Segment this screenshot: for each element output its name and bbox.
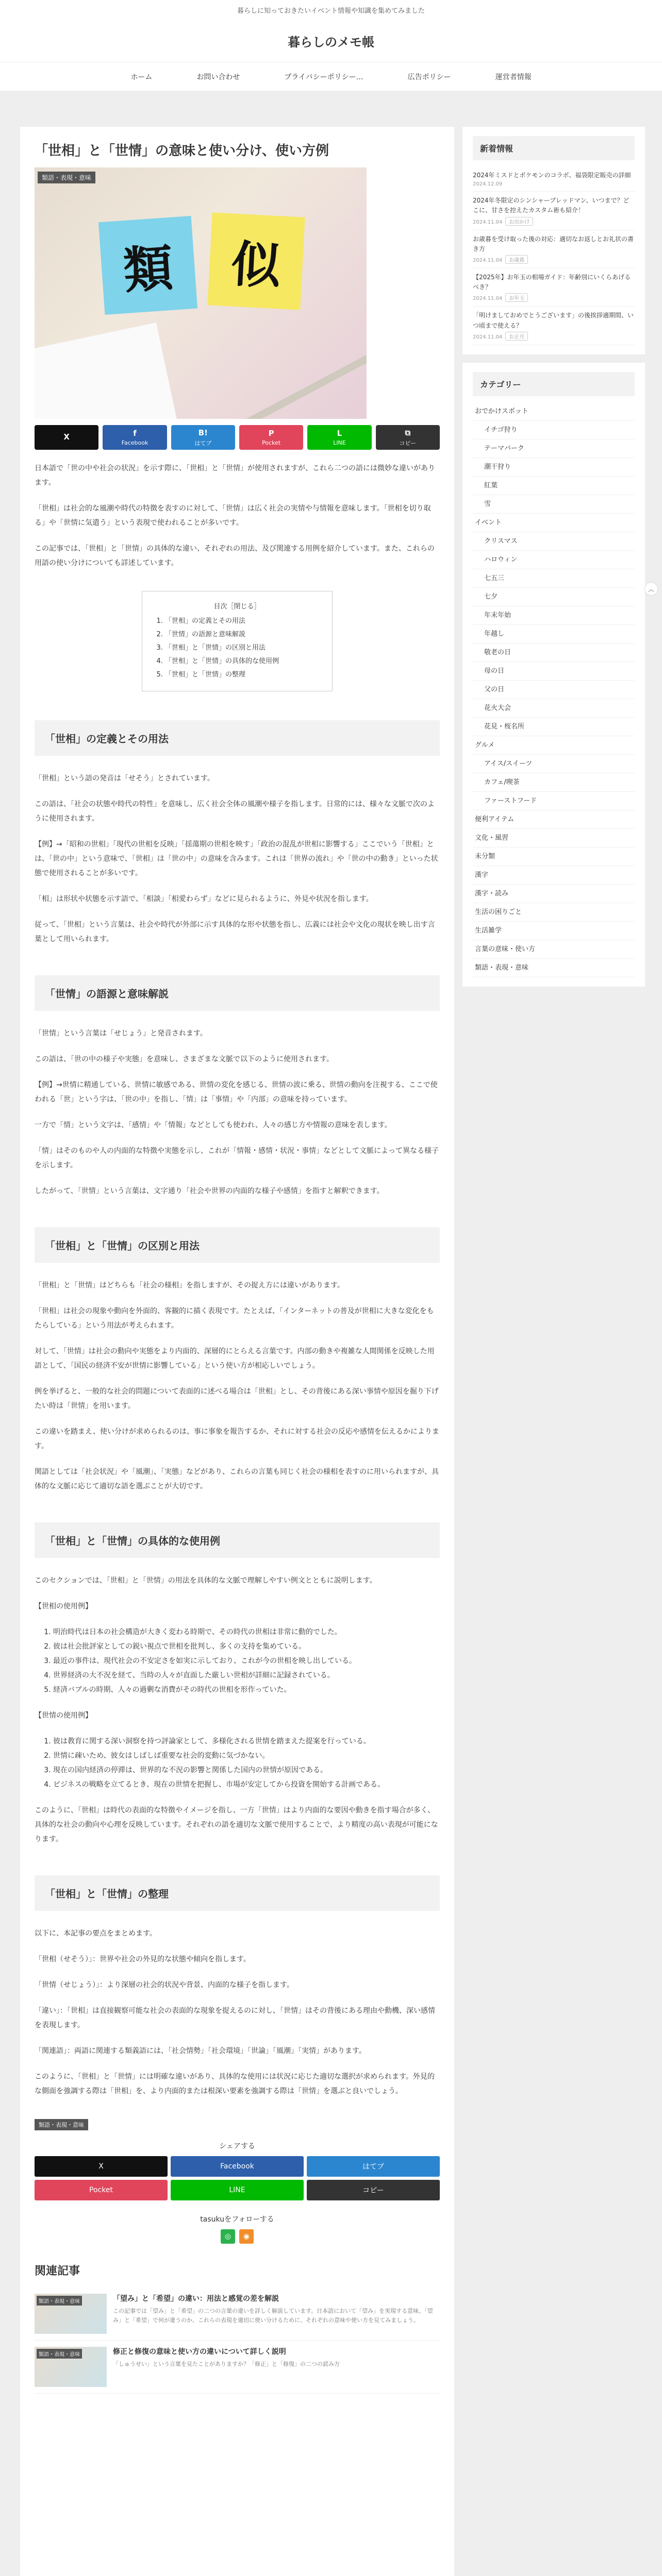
pen-graphic <box>238 346 367 419</box>
new-post-item[interactable] <box>473 307 635 345</box>
category-item[interactable]: 便利アイテム <box>473 810 635 829</box>
usage-list <box>35 1625 440 1697</box>
eyecatch-image <box>35 167 367 419</box>
section-paragraph: 【例】→「昭和の世相」「現代の世相を反映」「揺蕩期の世相を映す」「政治の混乱が世相に影響する」ここでいう「世相」とは、「世の中」という意味で、「世相」は「世の中」の意味を含みます。これは「世界の流れ」や「世の中の動き」といった状態で使用されることが多いです。 <box>35 840 438 877</box>
list-item: 1. 明治時代は日本の社会構造が大きく変わる時期で、その時代の世相は非常に動的でした。 <box>53 1625 440 1639</box>
share-label: LINE <box>333 439 346 446</box>
section-paragraph: 例を挙げると、一般的な社会的問題について表面的に述べる場合は「世相」とし、その背後にある深い事情や原因を掘り下げたい時は「世情」を用います。 <box>35 1387 439 1410</box>
section-paragraph: 「相」は形状や状態を示す語で、「相談」「相愛わらず」などに見られるように、外見や状況を指します。 <box>35 895 373 903</box>
section-paragraph: 「関連語」：両語に関連する類義語には、「社会情勢」「社会環境」「世論」「風潮」「実情」があります。 <box>35 2047 366 2055</box>
new-post-item[interactable] <box>473 166 635 192</box>
share-label: Facebook <box>121 439 148 446</box>
nav-privacy[interactable]: プライバシーポリシー… <box>284 73 363 81</box>
share-facebook-button[interactable]: Facebook <box>171 2156 304 2177</box>
share-pocket-button[interactable]: Pocket <box>35 2180 168 2200</box>
category-item[interactable]: アイス/スイーツ <box>473 755 635 773</box>
category-item[interactable]: 漢字 <box>473 866 635 885</box>
list-item: 2. 彼は社会批評家としての鋭い視点で世相を批判し、多くの支持を集めている。 <box>53 1639 440 1654</box>
date-text: 2024.11.04 <box>473 257 503 263</box>
related-item[interactable] <box>35 2341 440 2394</box>
x-icon: X <box>63 432 70 442</box>
share-copy-button[interactable]: コピー <box>307 2180 440 2200</box>
toc-item[interactable]: 2. 「世情」の語源と意味解説 <box>165 628 321 641</box>
category-item[interactable]: 年末年始 <box>473 606 635 625</box>
list-label: 【世相の使用例】 <box>35 1602 92 1611</box>
list-label: 【世情の使用例】 <box>35 1711 92 1720</box>
category-label[interactable]: 類語・表現・意味 <box>38 172 95 183</box>
date-text: 2024.11.04 <box>473 334 503 340</box>
section-heading: 「世相」と「世情」の具体的な使用例 <box>35 1522 440 1558</box>
section-paragraph: 「世情（せじょう）」：より深層の社会的状況や背景、内面的な様子を指します。 <box>35 1981 294 1989</box>
widget-heading: 新着情報 <box>473 136 635 160</box>
table-of-contents <box>142 591 333 691</box>
section-paragraph: 「世情」という言葉は「せじょう」と発音されます。 <box>35 1029 207 1038</box>
date-text: 2024.11.04 <box>473 296 503 302</box>
sticky-note-yellow: 似 <box>207 212 305 310</box>
post-tag: お正月 <box>505 332 528 341</box>
new-post-title: お歳暮を受け取った後の対応：適切なお返しとお礼状の書き方 <box>473 235 634 252</box>
date-text: 2024.11.04 <box>473 219 503 225</box>
toc-item[interactable]: 3. 「世相」と「世情」の区別と用法 <box>165 641 321 655</box>
related-thumbnail <box>35 2294 107 2334</box>
category-item[interactable]: ハロウィン <box>473 551 635 569</box>
section-paragraph: この語は、「世の中の様子や実態」を意味し、さまざまな文脈で以下のように使用されます。 <box>35 1055 334 1063</box>
section-paragraph: 【例】→世情に精通している、世情に敏感である、世情の変化を感じる、世情の波に乗る、世情の動向を注視する、ここで使われる「世」という字は、「世の中」を指し、「情」は「事情」や「内部」の意味を持っています。 <box>35 1081 438 1104</box>
related-thumbnail <box>35 2347 107 2387</box>
section-paragraph: 「違い」：「世相」は直接観察可能な社会の表面的な現象を捉えるのに対し、「世情」はその背後にある理由や動機、深い感情を表現します。 <box>35 2007 435 2029</box>
category-item[interactable]: 七五三 <box>473 569 635 588</box>
share-label: コピー <box>399 439 417 447</box>
new-post-date <box>473 181 631 187</box>
intro-paragraph: 日本語で「世の中や社会の状況」を示す際に、「世相」と「世情」が使用されますが、これら二つの語には微妙な違いがあります。 <box>35 464 435 487</box>
article-main <box>20 127 454 2576</box>
share-copy-button[interactable] <box>376 425 440 450</box>
hatena-icon: B! <box>198 428 208 437</box>
header-tagline: 暮らしに知っておきたいイベント情報や知識を集めてみました <box>0 0 662 21</box>
category-item[interactable]: カフェ/喫茶 <box>473 773 635 792</box>
toc-item[interactable]: 5. 「世相」と「世情」の整理 <box>165 668 321 682</box>
related-description: 「しゅうせい」という言葉を見たことがありますか？「修正」と「修復」の二つの読み方 <box>113 2361 340 2367</box>
section-paragraph: このセクションでは、「世相」と「世情」の用法を具体的な文脈で理解しやすい例文とともに説明します。 <box>35 1577 377 1585</box>
toc-title[interactable]: 目次［閉じる］ <box>213 603 261 611</box>
list-item: 1. 彼は教育に関する深い洞察を持つ評論家として、多様化される世情を踏まえた提案を行っている。 <box>53 1734 440 1749</box>
share-buttons-bottom <box>35 2156 440 2200</box>
new-post-title: 【2025年】お年玉の相場ガイド：年齢別にいくらあげるべき？ <box>473 273 631 291</box>
category-item[interactable]: 類語・表現・意味 <box>473 959 635 977</box>
section-paragraph: 以下に、本記事の要点をまとめます。 <box>35 1929 157 1938</box>
section-paragraph: このように、「世相」は時代の表面的な特徴やイメージを指し、一方「世情」はより内面的な要因や動きを指す場合が多く、具体的な社会の動向や心理を反映しています。それぞれの語を適切な文脈で使用することで、より精度の高い表現が可能になります。 <box>35 1806 438 1843</box>
section-heading: 「世相」の定義とその用法 <box>35 720 440 756</box>
section-paragraph: 「情」はそのものや人の内面的な特徴や実態を示し、これが「情報・感情・状況・事情」などとして文脈によって異なる様子を示します。 <box>35 1147 439 1170</box>
site-header <box>0 21 662 62</box>
list-item: 4. 世界経済の大不況を経て、当時の人々が直面した厳しい世相が詳細に記録されている。 <box>53 1668 440 1683</box>
section-heading: 「世相」と「世情」の区別と用法 <box>35 1227 440 1263</box>
section-paragraph: このように、「世相」と「世情」には明確な違いがあり、具体的な使用には状況に応じた適切な選択が求められます。外見的な側面を強調する際は「世相」を、より内面的または根深い要素を強調する際は「世情」を選ぶと良いでしょう。 <box>35 2073 435 2095</box>
nav-contact[interactable]: お問い合わせ <box>196 73 240 81</box>
share-label: はてブ <box>194 439 212 447</box>
section-paragraph: 「世相（せそう）」：世界や社会の外見的な状態や傾向を指します。 <box>35 1955 251 1963</box>
follow-icons <box>35 2229 440 2244</box>
list-item: 3. 最近の事件は、現代社会の不安定さを如実に示しており、これが今の世相を映し出している。 <box>53 1654 440 1668</box>
section-paragraph: 「世相」と「世情」はどちらも「社会の様相」を指しますが、その捉え方には違いがあります。 <box>35 1281 344 1290</box>
notebook-graphic <box>35 323 178 419</box>
related-category: 類語・表現・意味 <box>37 2296 82 2306</box>
new-post-date <box>473 293 635 302</box>
share-hatena-button[interactable] <box>171 425 235 450</box>
share-x-button[interactable] <box>35 425 98 450</box>
category-item[interactable]: グルメ <box>473 736 635 755</box>
tag-row <box>35 2119 440 2130</box>
date-text: 2024.12.09 <box>473 181 503 188</box>
new-post-item[interactable] <box>473 230 635 268</box>
list-item: 5. 経済バブルの時期、人々の過剰な消費がその時代の世相を形作っていた。 <box>53 1683 440 1697</box>
facebook-icon: f <box>133 429 137 438</box>
widget-heading: カテゴリー <box>473 372 635 396</box>
related-item[interactable] <box>35 2287 440 2341</box>
section-paragraph: 「世相」という語の発音は「せそう」とされています。 <box>35 774 214 783</box>
category-item[interactable]: 未分類 <box>473 848 635 866</box>
category-item[interactable]: 潮干狩り <box>473 458 635 477</box>
new-post-item[interactable] <box>473 192 635 230</box>
intro-paragraph: この記事では、「世相」と「世情」の具体的な違い、それぞれの用法、及び関連する用例を紹介しています。また、これらの用語の使い分けについても詳述しています。 <box>35 545 435 567</box>
related-title: 修正と修復の意味と使い方の違いについて詳しく説明 <box>113 2348 286 2356</box>
list-item: 2. 世情に疎いため、彼女はしばしば重要な社会的変動に気づかない。 <box>53 1749 440 1763</box>
list-item: 4. ビジネスの戦略を立てるとき、現在の世情を把握し、市場が安定してから投資を開始する計画である。 <box>53 1777 440 1792</box>
share-facebook-button[interactable] <box>103 425 167 450</box>
new-post-title: 2024年冬限定のシンシャーブレッドマン、いつまで？どこに、甘さを控えたカスタム術も紹介！ <box>473 197 630 214</box>
section-paragraph: 「世相」は社会の現象や動向を外面的、客観的に描く表現です。たとえば、「インターネットの普及が世相に大きな変化をもたらしている」という用法が考えられます。 <box>35 1307 434 1330</box>
post-tag: お年玉 <box>505 293 528 302</box>
sidebar <box>462 127 645 995</box>
new-post-date <box>473 332 635 341</box>
section-paragraph: この語は、「社会の状態や時代の特性」を意味し、広く社会全体の風潮や様子を指します。日常的には、様々な文脈で次のように使用されます。 <box>35 800 435 823</box>
scroll-top-icon[interactable]: ︽ <box>644 582 658 596</box>
nav-about[interactable]: 運営者情報 <box>495 73 532 81</box>
category-item[interactable]: 七夕 <box>473 588 635 606</box>
new-post-title: 2024年ミスドとポケモンのコラボ、福袋限定販売の詳細 <box>473 172 631 179</box>
new-posts-widget <box>462 127 645 354</box>
site-title[interactable]: 暮らしのメモ帳 <box>288 35 374 49</box>
category-item[interactable]: 生活雑学 <box>473 922 635 940</box>
category-item[interactable]: 生活の困りごと <box>473 903 635 922</box>
category-item[interactable]: 敬老の日 <box>473 643 635 662</box>
category-item[interactable]: クリスマス <box>473 532 635 551</box>
feedly-icon[interactable]: ◎ <box>221 2229 235 2244</box>
section-paragraph: 従って、「世相」という言葉は、社会や時代が外部に示す具体的な形や状態を指し、広義には社会や文化の現状を映し出す言葉として用いられます。 <box>35 921 435 943</box>
category-tag[interactable]: 類語・表現・意味 <box>35 2119 88 2130</box>
sticky-note-blue: 類 <box>98 216 197 315</box>
post-tag: お出かけ <box>505 217 533 226</box>
new-post-date <box>473 255 635 264</box>
line-icon: L <box>337 429 342 438</box>
category-widget <box>462 363 645 987</box>
category-item[interactable]: イベント <box>473 514 635 532</box>
section-paragraph: 対して、「世情」は社会の動向や実態をより内面的、深層的にとらえる言葉です。内部の動きや複雑な人間関係を反映した用語として、「国民の経済不安が世情に影響している」という使い方が相応しいでしょう。 <box>35 1347 435 1370</box>
related-title: 「望み」と「希望」の違い：用法と感覚の差を解説 <box>113 2295 279 2303</box>
category-item[interactable]: イチゴ狩り <box>473 421 635 439</box>
share-hatena-button[interactable]: はてブ <box>307 2156 440 2177</box>
category-item[interactable]: 雪 <box>473 495 635 514</box>
category-item[interactable]: 花火大会 <box>473 699 635 718</box>
new-post-item[interactable] <box>473 268 635 307</box>
category-item[interactable]: 母の日 <box>473 662 635 681</box>
follow-label: tasukuをフォローする <box>200 2215 274 2224</box>
rss-icon[interactable]: ◉ <box>239 2229 254 2244</box>
related-category: 類語・表現・意味 <box>37 2349 82 2359</box>
new-post-title: 「明けましておめでとうございます」の後挨拶適期間、いつ頃まで使える？ <box>473 312 634 329</box>
category-item[interactable]: 紅葉 <box>473 477 635 495</box>
category-item[interactable]: 父の日 <box>473 681 635 699</box>
section-heading: 「世相」と「世情」の整理 <box>35 1875 440 1911</box>
nav-home[interactable]: ホーム <box>130 73 153 81</box>
share-line-button[interactable] <box>307 425 371 450</box>
related-description: この記事では「望み」と「希望」の二つの言葉の違いを詳しく解説しています。日本語において「望み」を実現する意味、「望み」と「希望」で何が違うのか、これらの表現を適切に使い分けるために、それぞれの意味や使い方を見てみましょう。 <box>113 2308 433 2324</box>
category-item[interactable]: 年越し <box>473 625 635 643</box>
copy-icon: ⧉ <box>405 428 411 437</box>
related-heading: 関連記事 <box>35 2265 80 2278</box>
usage-list <box>35 1734 440 1792</box>
share-pocket-button[interactable] <box>239 425 303 450</box>
category-item[interactable]: 文化・風習 <box>473 829 635 848</box>
share-buttons-top <box>35 425 440 450</box>
toc-item[interactable]: 1. 「世相」の定義とその用法 <box>165 615 321 628</box>
category-item[interactable]: テーマパーク <box>473 439 635 458</box>
share-label: シェアする <box>219 2142 255 2150</box>
intro-paragraph: 「世相」は社会的な風潮や時代の特徴を表すのに対して、「世情」は広く社会の実情や与情報を意味します。「世相を切り取る」や「世情に気遣う」という表現で使われることが多いです。 <box>35 504 431 527</box>
global-nav <box>0 62 662 91</box>
list-item: 3. 現在の国内経済の停滞は、世界的な不況の影響と関係した国内の世情が原因である。 <box>53 1763 440 1777</box>
category-item[interactable]: 花見・桜名所 <box>473 718 635 736</box>
article-title: 「世相」と「世情」の意味と使い分け、使い方例 <box>35 143 329 159</box>
section-paragraph: 関語としては「社会状況」や「風潮」、「実態」などがあり、これらの言葉も同じく社会の様相を表すのに用いられますが、具体的な文脈に応じて適切な語を選ぶことが大切です。 <box>35 1468 439 1490</box>
category-item[interactable]: 言葉の意味・使い方 <box>473 940 635 959</box>
category-item[interactable]: 漢字・読み <box>473 885 635 903</box>
category-list <box>473 402 635 977</box>
section-paragraph: 一方で「情」という文字は、「感情」や「情報」などとしても使われ、人々の感じ方や情報の意味を表します。 <box>35 1121 392 1129</box>
new-post-date <box>473 217 635 226</box>
share-label: Pocket <box>262 439 281 446</box>
post-tag: お歳暮 <box>505 255 528 264</box>
section-paragraph: この違いを踏まえ、使い分けが求められるのは、事に事象を報告するか、それに対する社会の反応や感情を伝えるかによります。 <box>35 1428 439 1450</box>
toc-item[interactable]: 4. 「世相」と「世情」の具体的な使用例 <box>165 655 321 668</box>
nav-ad-policy[interactable]: 広告ポリシー <box>407 73 451 81</box>
share-x-button[interactable]: X <box>35 2156 168 2177</box>
share-line-button[interactable]: LINE <box>171 2180 304 2200</box>
section-paragraph: したがって、「世情」という言葉は、文字通り「社会や世界の内面的な様子や感情」を指すと解釈できます。 <box>35 1187 384 1195</box>
section-heading: 「世情」の語源と意味解説 <box>35 975 440 1011</box>
pocket-icon: P <box>268 429 274 438</box>
category-item[interactable]: ファーストフード <box>473 792 635 810</box>
category-item[interactable]: おでかけスポット <box>473 402 635 421</box>
